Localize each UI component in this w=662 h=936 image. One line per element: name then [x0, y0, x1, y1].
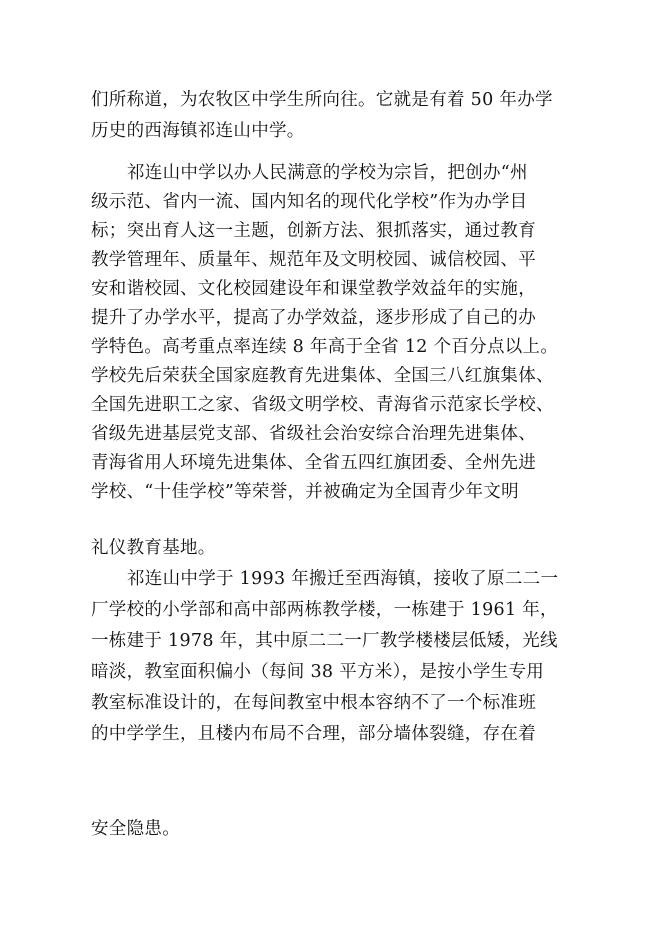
text-line-12: 省级先进基层党支部、省级社会治安综合治理先进集体、 — [91, 424, 536, 444]
text-line-8: 提升了办学水平，提高了办学效益，逐步形成了自己的办 — [91, 308, 536, 328]
text-line-11: 全国先进职工之家、省级文明学校、青海省示范家长学校、 — [91, 395, 554, 415]
text-line-19: 暗淡，教室面积偏小（每间 38 平方米），是按小学生专用 — [91, 662, 545, 682]
text-line-22: 安全隐患。 — [91, 819, 180, 839]
text-line-17: 厂学校的小学部和高中部两栋教学楼，一栋建于 1961 年， — [91, 600, 558, 620]
text-line-14: 学校、“十佳学校”等荣誉，并被确定为全国青少年文明 — [91, 482, 519, 502]
paragraph-1-first-line: 祁连山中学以办人民满意的学校为宗旨，把创办“州 — [127, 163, 528, 183]
text-line-7: 安和谐校园、文化校园建设年和课堂教学效益年的实施， — [91, 279, 536, 299]
text-line-1: 们所称道，为农牧区中学生所向往。它就是有着 50 年办学 — [91, 90, 553, 110]
text-line-21: 的中学学生，且楼内布局不合理，部分墙体裂缝，存在着 — [91, 724, 536, 744]
text-line-20: 教室标准设计的，在每间教室中根本容纳不了一个标准班 — [91, 693, 536, 713]
text-line-5: 标；突出育人这一主题，创新方法、狠抓落实，通过教育 — [91, 221, 536, 241]
text-line-4: 级示范、省内一流、国内知名的现代化学校”作为办学目 — [91, 192, 528, 212]
paragraph-2-first-line: 祁连山中学于 1993 年搬迁至西海镇，接收了原二二一 — [127, 569, 559, 589]
text-line-10: 学校先后荣获全国家庭教育先进集体、全国三八红旗集体、 — [91, 366, 554, 386]
text-line-18: 一栋建于 1978 年，其中原二二一厂教学楼楼层低矮，光线 — [91, 631, 558, 651]
text-line-2: 历史的西海镇祁连山中学。 — [91, 121, 305, 141]
text-line-6: 教学管理年、质量年、规范年及文明校园、诚信校园、平 — [91, 250, 536, 270]
text-line-9: 学特色。高考重点率连续 8 年高于全省 12 个百分点以上。 — [91, 337, 559, 357]
text-line-13: 青海省用人环境先进集体、全省五四红旗团委、全州先进 — [91, 453, 536, 473]
text-line-15: 礼仪教育基地。 — [91, 538, 216, 558]
